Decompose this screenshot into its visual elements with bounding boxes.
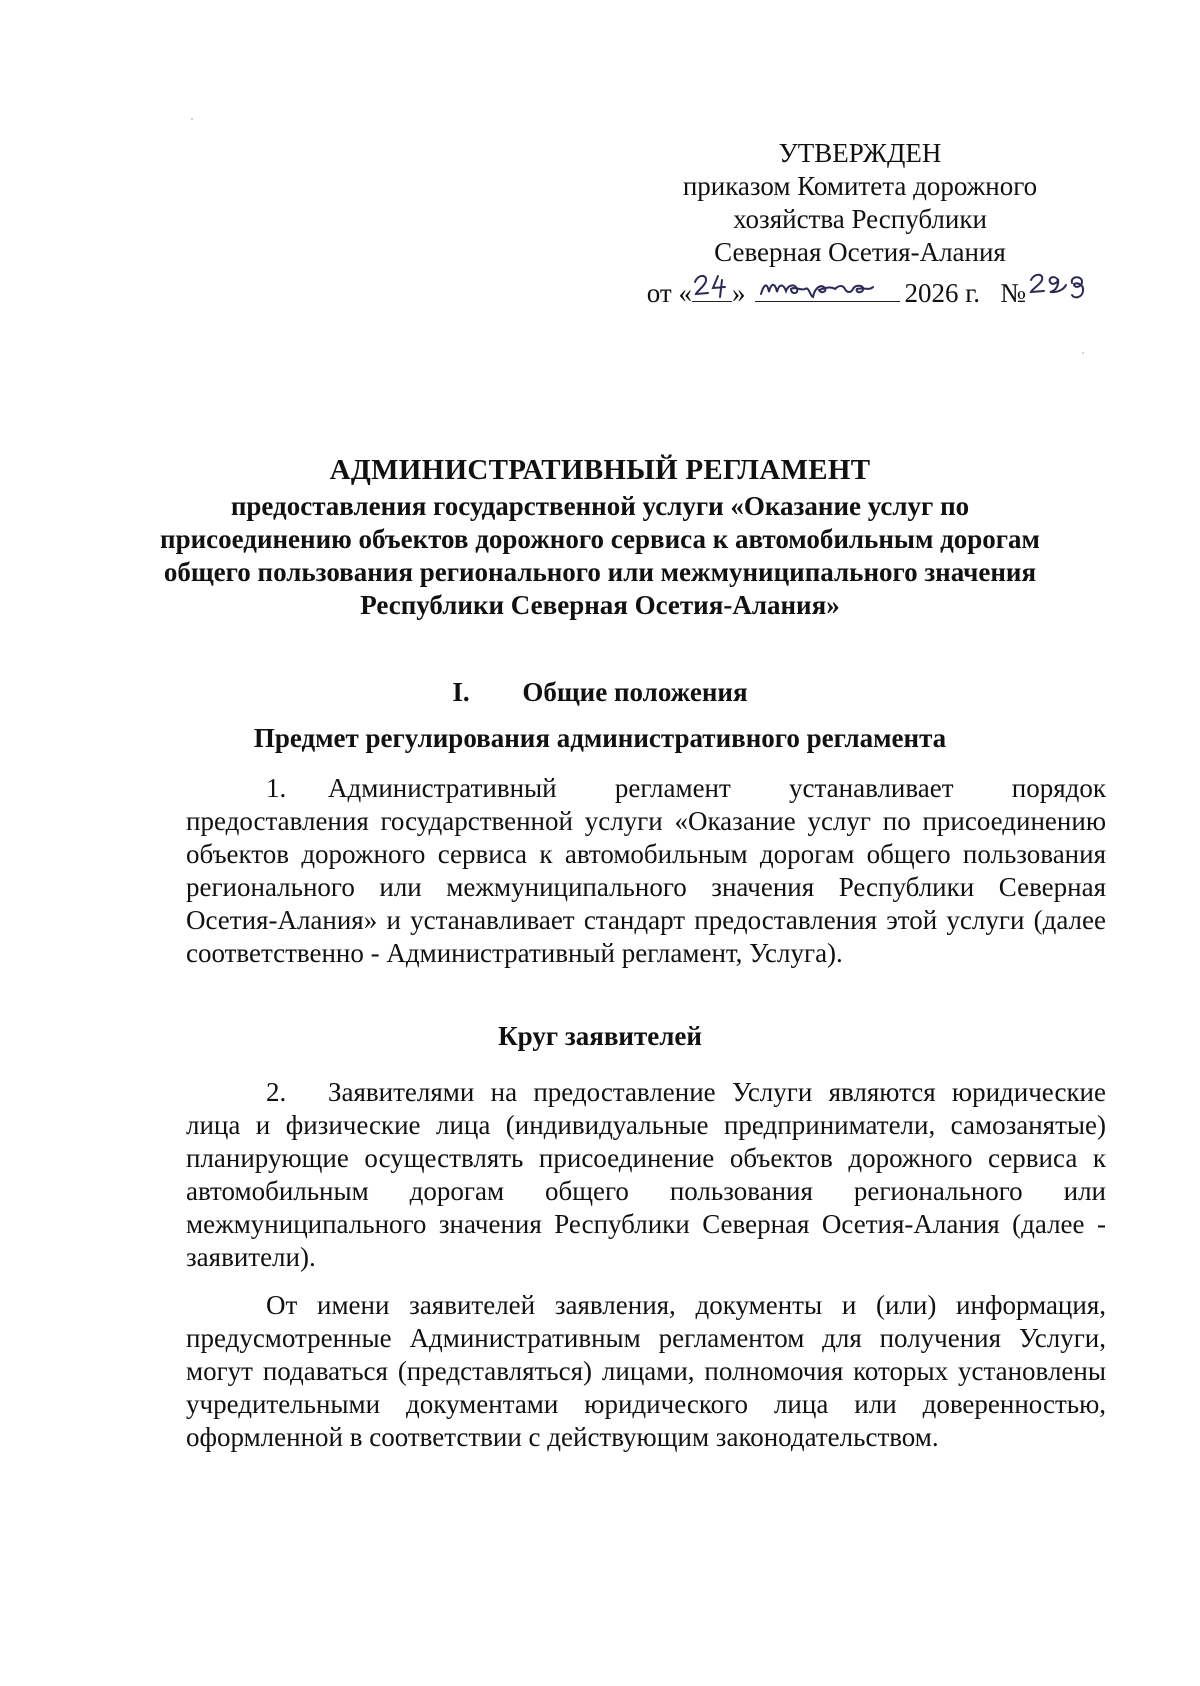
handwritten-number [1028, 276, 1090, 302]
handwritten-day-signature [692, 272, 732, 300]
paragraph-3 [186, 1289, 1106, 1454]
subsection-heading: Предмет регулирования административного регламента [253, 723, 947, 753]
approval-line-3: Северная Осетия-Алания [714, 237, 1006, 267]
handwritten-day [692, 275, 732, 302]
section-number: I. [452, 677, 470, 707]
paragraph-1 [186, 772, 1106, 970]
document-title: АДМИНИСТРАТИВНЫЙ РЕГЛАМЕНТ [329, 454, 871, 486]
date-year: 2026 г. [904, 278, 980, 308]
date-prefix: от « [646, 278, 692, 308]
document-subtitle: предоставления государственной услуги «Оказание услуг по присоединению объектов дорожного сервиса к автомобильным дорогам общего пользования регионального или межмуниципального значения Республики Северная Осетия-Алания» [160, 491, 1040, 620]
paragraph-3-text: От имени заявителей заявления, документы и (или) информация, предусмотренные Административным регламентом для получения Услуги, могут подаваться (представляться) лицами, полномочия которых установлены учредительными документами юридического лица или доверенностью, оформленной в соответствии с действующим законодательством. [186, 1290, 1106, 1452]
approval-stamp-block [630, 137, 1090, 310]
approval-date-line [630, 275, 1090, 310]
scan-speck [1082, 352, 1084, 354]
section-heading [150, 676, 1050, 709]
handwritten-month-signature [755, 272, 900, 300]
scan-speck [191, 118, 193, 120]
paragraph-1-text: Административный регламент устанавливает порядок предоставления государственной услуги «Оказание услуг по присоединению объектов дорожного сервиса к автомобильным дорогам общего пользования регионального или межмуниципального значения Республики Северная Осетия-Алания» и устанавливает стандарт предоставления этой услуги (далее соответственно - Административный регламент, Услуга). [186, 773, 1106, 968]
document-title-block [150, 452, 1050, 622]
handwritten-number-signature [1028, 271, 1090, 301]
paragraph-2-number: 2. [266, 1077, 287, 1107]
approval-line-1: приказом Комитета дорожного [682, 171, 1038, 201]
handwritten-number-text [1090, 276, 1091, 277]
handwritten-month-text [900, 275, 901, 276]
section-title: Общие положения [522, 677, 748, 707]
paragraph-1-number: 1. [266, 773, 287, 803]
handwritten-month [755, 275, 900, 302]
approval-line-2: хозяйства Республики [733, 204, 987, 234]
applicants-heading: Круг заявителей [498, 1021, 702, 1051]
approval-status: УТВЕРЖДЕН [778, 138, 942, 168]
date-mid: » [731, 278, 746, 308]
paragraph-2 [186, 1076, 1106, 1274]
number-sign: № [1000, 278, 1026, 308]
handwritten-day-text [732, 275, 733, 276]
paragraph-2-text: Заявителями на предоставление Услуги являются юридические лица и физические лица (индивидуальные предприниматели, самозанятые) планирующие осуществлять присоединение объектов дорожного сервиса к автомобильным дорогам общего пользования регионального или межмуниципального значения Республики Северная Осетия-Алания (далее - заявители). [186, 1077, 1106, 1272]
